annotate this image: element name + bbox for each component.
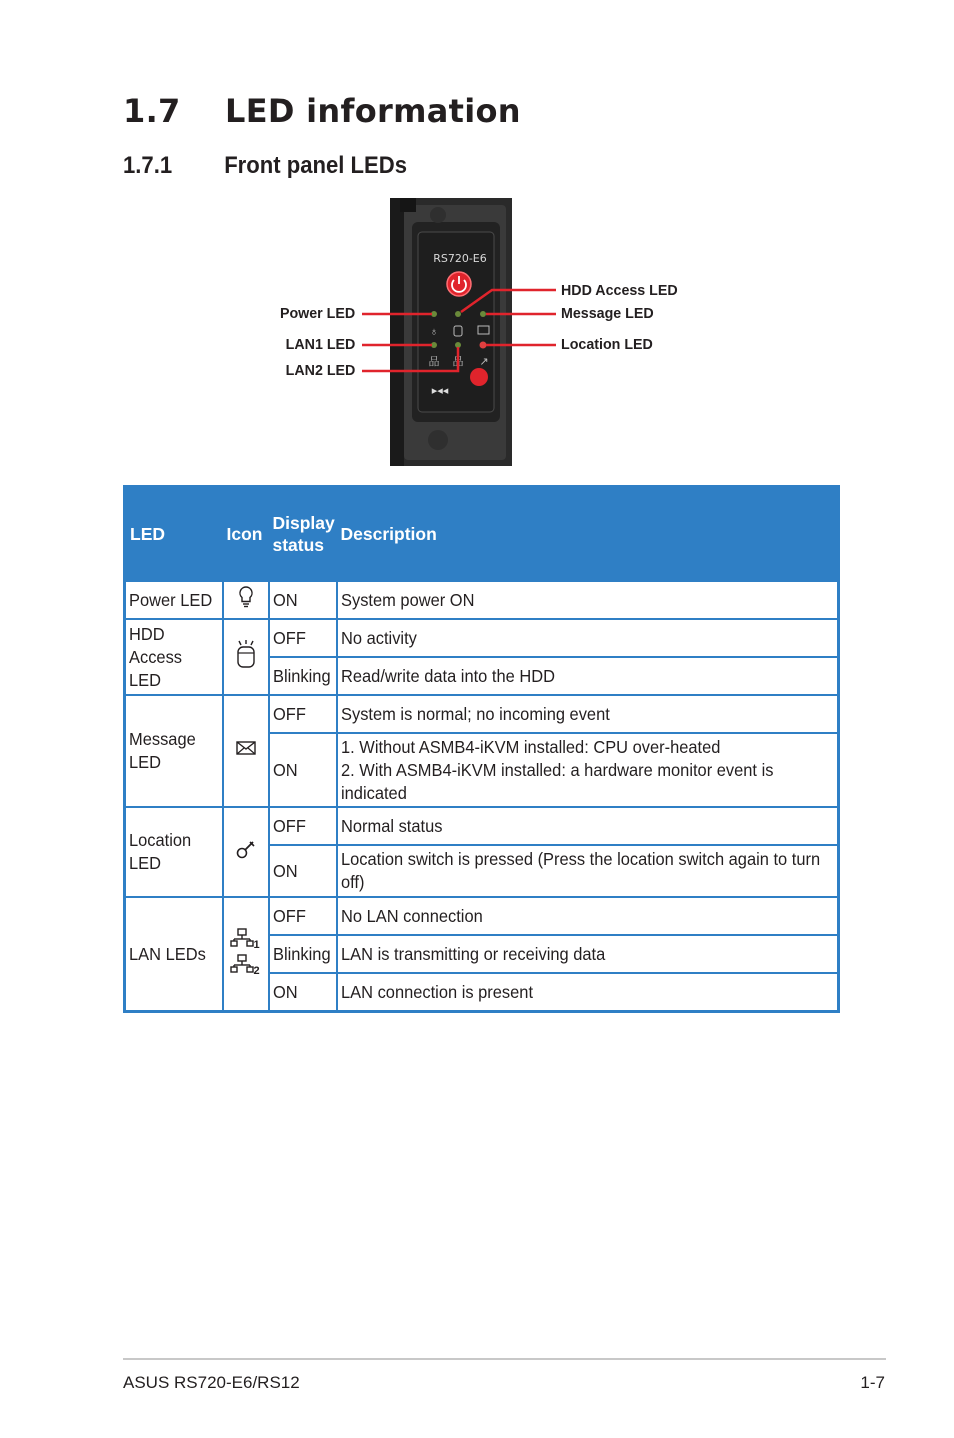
location-button — [470, 368, 488, 386]
table-row — [125, 807, 839, 845]
status-cell: OFF — [269, 695, 337, 733]
section-number: 1.7 — [123, 92, 181, 130]
svg-text:品: 品 — [428, 356, 440, 368]
callout-message-led: Message LED — [561, 305, 654, 322]
description-cell: Read/write data into the HDD — [337, 657, 839, 695]
callout-lan2-led: LAN2 LED — [285, 362, 355, 379]
description-cell: No LAN connection — [337, 897, 839, 935]
status-cell: ON — [269, 581, 337, 619]
header-description: Description — [337, 487, 839, 582]
status-cell: OFF — [269, 807, 337, 845]
envelope-icon — [223, 695, 269, 807]
led-name-cell: HDD Access LED — [125, 619, 223, 695]
status-cell: Blinking — [269, 935, 337, 973]
description-cell: System power ON — [337, 581, 839, 619]
location-icon — [223, 807, 269, 897]
header-display-status: Display status — [269, 487, 337, 582]
description-cell: 1. Without ASMB4-iKVM installed: CPU over-heated 2. With ASMB4-iKVM installed: a hardware monitor event is indicated — [337, 733, 839, 807]
led-name-cell: LAN LEDs — [125, 897, 223, 1012]
led-name-cell: Power LED — [125, 581, 223, 619]
lan-subscript-1: 1 — [253, 939, 260, 951]
table-row — [125, 897, 839, 935]
callout-lan1-led: LAN1 LED — [285, 336, 355, 353]
led-table — [123, 485, 840, 1013]
description-cell: System is normal; no incoming event — [337, 695, 839, 733]
footer-product-name: ASUS RS720-E6/RS12 — [123, 1373, 300, 1392]
callout-power-led: Power LED — [279, 305, 355, 322]
status-cell: ON — [269, 845, 337, 897]
lan-subscript-2: 2 — [253, 965, 260, 977]
led-name-cell: Location LED — [125, 807, 223, 897]
status-cell: ON — [269, 973, 337, 1012]
svg-text:▸◂◂: ▸◂◂ — [431, 385, 449, 397]
status-cell: Blinking — [269, 657, 337, 695]
description-cell: No activity — [337, 619, 839, 657]
table-row — [125, 695, 839, 733]
network-icon — [223, 897, 269, 1012]
callout-location-led: Location LED — [561, 336, 653, 353]
svg-text:品: 品 — [452, 356, 464, 368]
front-panel-image — [0, 0, 954, 480]
front-panel-figure — [0, 0, 954, 480]
callout-hdd-access-led: HDD Access LED — [561, 282, 678, 299]
description-cell: Location switch is pressed (Press the location switch again to turn off) — [337, 845, 839, 897]
footer-page-number: 1-7 — [860, 1373, 885, 1392]
svg-text:♁: ♁ — [429, 326, 439, 338]
bulb-icon — [223, 581, 269, 619]
subsection-number: 1.7.1 — [123, 152, 173, 179]
footer-divider — [123, 1358, 886, 1360]
table-row — [125, 619, 839, 657]
status-cell: OFF — [269, 619, 337, 657]
status-cell: OFF — [269, 897, 337, 935]
led-name-cell: Message LED — [125, 695, 223, 807]
svg-text:↗: ↗ — [479, 356, 489, 368]
table-header-row — [125, 487, 839, 582]
header-led: LED — [125, 487, 223, 582]
description-cell: Normal status — [337, 807, 839, 845]
section-title: LED information — [225, 92, 521, 130]
hdd-icon — [223, 619, 269, 695]
model-label: RS720-E6 — [433, 252, 487, 265]
subsection-title: Front panel LEDs — [224, 152, 407, 179]
description-cell: LAN is transmitting or receiving data — [337, 935, 839, 973]
status-cell: ON — [269, 733, 337, 807]
description-cell: LAN connection is present — [337, 973, 839, 1012]
header-icon: Icon — [223, 487, 269, 582]
table-row — [125, 581, 839, 619]
